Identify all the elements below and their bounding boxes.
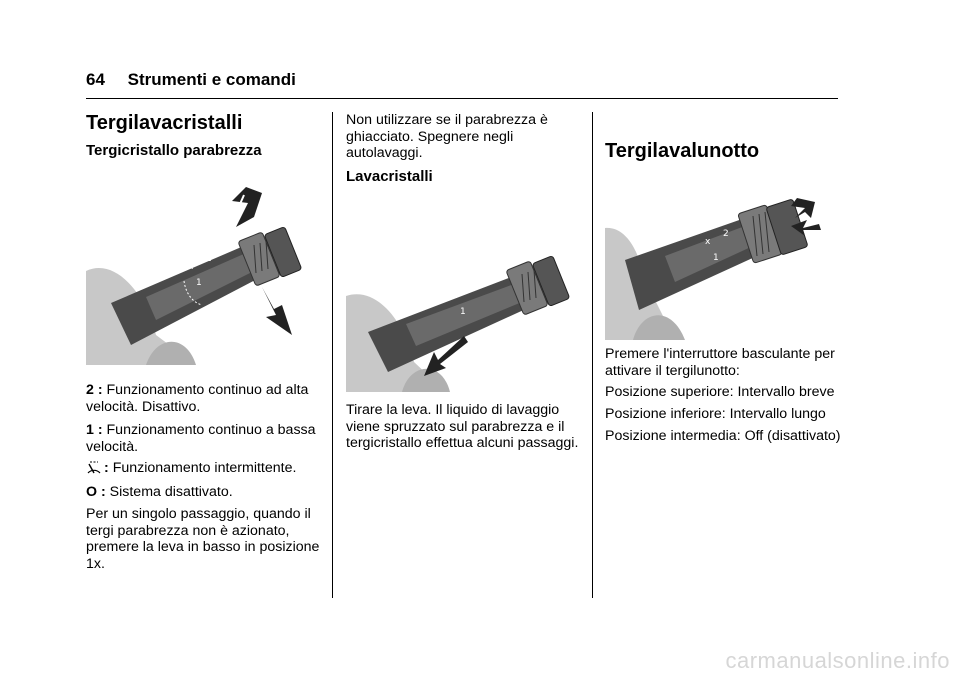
column-divider-2 bbox=[592, 112, 593, 598]
rear-wiper-upper-position: Posizione superiore: Intervallo breve bbox=[605, 384, 835, 400]
wiper-lever-figure bbox=[86, 185, 302, 365]
section-heading-rear-wiper: Tergilavalunotto bbox=[605, 140, 760, 162]
rear-wiper-lower-position: Posizione inferiore: Intervallo lungo bbox=[605, 406, 826, 422]
intermittent-wiper-icon bbox=[86, 461, 102, 480]
svg-text:1: 1 bbox=[196, 278, 202, 288]
column-divider-1 bbox=[332, 112, 333, 598]
header-divider bbox=[86, 98, 838, 99]
rear-wiper-switch-figure bbox=[605, 190, 837, 340]
page-number: 64 bbox=[86, 70, 105, 89]
warning-paragraph: Non utilizzare se il parabrezza è ghiacciato. Spegnere negli autolavaggi. bbox=[346, 112, 548, 161]
item-text: Sistema disattivato. bbox=[109, 484, 233, 500]
page-header bbox=[86, 70, 296, 90]
svg-text:x: x bbox=[705, 237, 711, 247]
item-text: Funzionamento continuo ad alta velocità. Disattivo. bbox=[86, 382, 309, 415]
svg-text:2: 2 bbox=[206, 254, 212, 264]
svg-text:1: 1 bbox=[713, 253, 719, 263]
svg-text:x: x bbox=[188, 262, 194, 272]
svg-text:x: x bbox=[452, 291, 458, 301]
watermark: carmanualsonline.info bbox=[725, 648, 950, 673]
item-intermittent bbox=[86, 460, 322, 480]
item-key: O : bbox=[86, 484, 106, 500]
item-key: 1 : bbox=[86, 422, 103, 438]
section-title: Strumenti e comandi bbox=[127, 70, 296, 89]
item-key: 2 : bbox=[86, 382, 103, 398]
washer-paragraph: Tirare la leva. Il liquido di lavaggio viene spruzzato sul parabrezza e il tergicristallo effettua alcuni passaggi. bbox=[346, 402, 579, 451]
subheading-windscreen-wiper: Tergicristallo parabrezza bbox=[86, 142, 262, 159]
item-slow-speed bbox=[86, 422, 322, 455]
rear-wiper-intro: Premere l'interruttore basculante per attivare il tergilunotto: bbox=[605, 346, 835, 379]
svg-text:2: 2 bbox=[723, 229, 729, 239]
item-key: : bbox=[104, 460, 109, 476]
washer-lever-figure bbox=[346, 212, 570, 392]
single-wipe-paragraph: Per un singolo passaggio, quando il tergi parabrezza non è azionato, premere la leva in basso in posizione 1x. bbox=[86, 506, 320, 572]
section-heading-wipers: Tergilavacristalli bbox=[86, 112, 243, 134]
item-text: Funzionamento intermittente. bbox=[112, 460, 297, 476]
item-text: Funzionamento continuo a bassa velocità. bbox=[86, 422, 316, 455]
subheading-washer: Lavacristalli bbox=[346, 168, 433, 185]
svg-text:2: 2 bbox=[470, 283, 476, 293]
item-fast-speed bbox=[86, 382, 322, 415]
svg-text:1: 1 bbox=[460, 307, 466, 317]
item-off bbox=[86, 484, 322, 501]
rear-wiper-middle-position: Posizione intermedia: Off (disattivato) bbox=[605, 428, 841, 444]
